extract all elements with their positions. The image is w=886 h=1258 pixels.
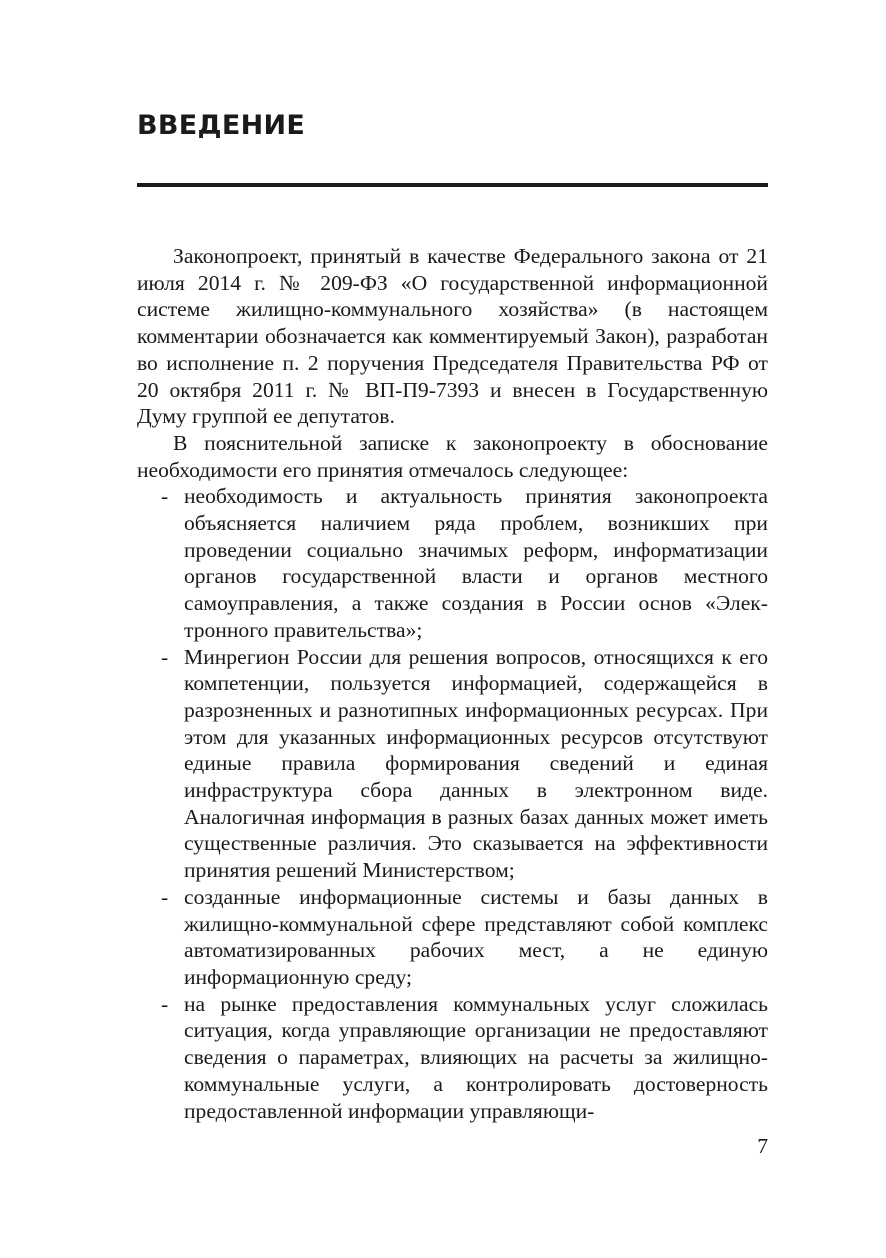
body-text bbox=[137, 243, 768, 1124]
list-marker: - bbox=[161, 991, 169, 1016]
list-item bbox=[137, 884, 768, 991]
page-number: 7 bbox=[757, 1134, 768, 1158]
reasons-list bbox=[137, 483, 768, 1124]
list-marker: - bbox=[161, 484, 169, 509]
list-item-text: Минрегион России для решения вопросов, относящихся к его компетенции, пользуется информацией, содержащейся в разрозненных и разнотипных информационных ресурсах. При этом для указанных информационных ресурсов отсутствуют единые правила формирования сведений и единая инфраструктура сбора данных в электронном виде. Аналогичная информация в разных базах данных может иметь существенные различия. Это сказывается на эффективности принятия решений Министерством; bbox=[184, 644, 768, 883]
list-item bbox=[137, 644, 768, 884]
list-item bbox=[137, 991, 768, 1125]
list-item-text: на рынке предоставления коммунальных услуг сложилась ситуация, когда управляющие организации не предоставляют сведения о параметрах, влияющих на расчеты за жилищно-коммунальные услуги, а контролировать достоверность предоставленной информации управляющи- bbox=[184, 991, 768, 1123]
list-marker: - bbox=[161, 884, 169, 909]
list-item-text: необходимость и актуальность принятия законопроекта объясняется наличием ряда проблем, возникших при проведении социально значимых реформ, информатизации органов государственной власти и органов местного самоуправления, а также создания в России основ «Электронного правительства»; bbox=[184, 484, 768, 642]
paragraph-intro: Законопроект, принятый в качестве Федерального закона от 21 июля 2014 г. № 209-ФЗ «О государственной информационной системе жилищно-коммунального хозяйства» (в настоящем комментарии обозначается как комментируемый Закон), разработан во исполнение п. 2 поручения Председателя Правительства РФ от 20 октября 2011 г. № ВП-П9-7393 и внесен в Государственную Думу группой ее депутатов. bbox=[137, 244, 768, 429]
list-item-text: созданные информационные системы и базы данных в жилищно-коммунальной сфере представляют собой комплекс автоматизированных рабочих мест, а не единую информационную среду; bbox=[184, 884, 768, 989]
paragraph-explanatory-note: В пояснительной записке к законопроекту в обоснование необходимости его принятия отмечалось следующее: bbox=[137, 430, 768, 482]
list-marker: - bbox=[161, 644, 169, 669]
section-heading: ВВЕДЕНИЕ bbox=[137, 110, 306, 141]
heading-rule bbox=[137, 183, 768, 187]
list-item bbox=[137, 483, 768, 643]
